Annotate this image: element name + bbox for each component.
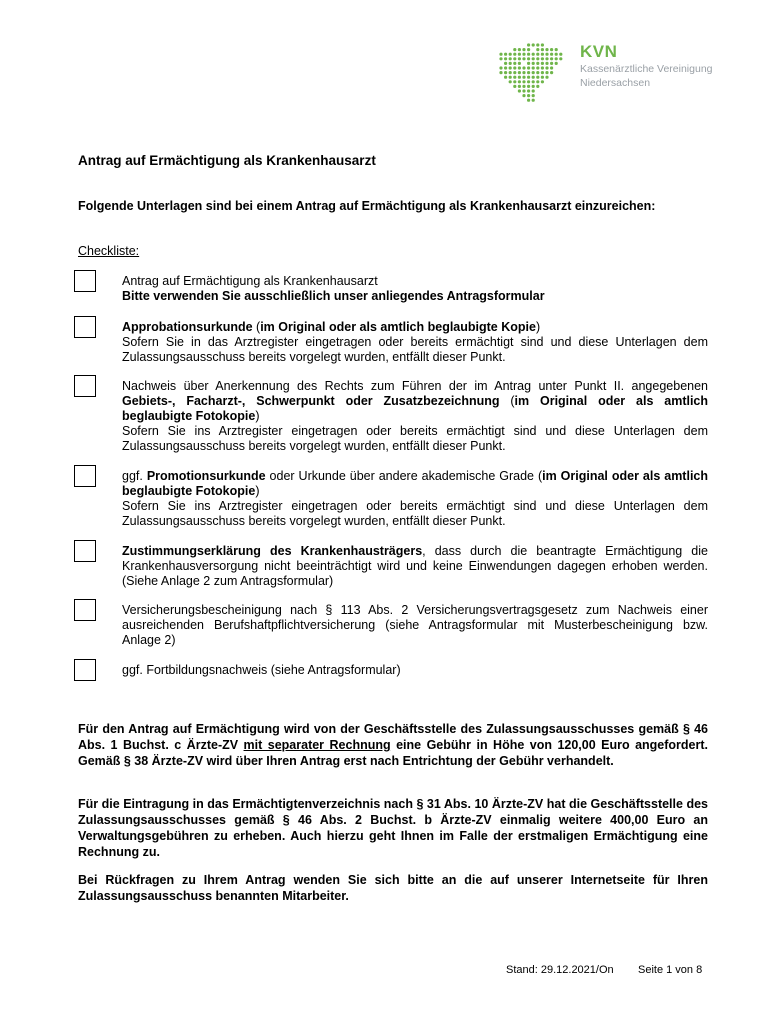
logo-dot: [527, 99, 530, 102]
logo-dot: [555, 62, 558, 65]
logo-dot: [513, 66, 516, 69]
logo-dot: [545, 62, 548, 65]
logo-dot: [550, 53, 553, 56]
logo-dot: [499, 53, 502, 56]
logo-dot: [536, 57, 539, 60]
logo-dot: [532, 57, 535, 60]
item-bold: Zustimmungserklärung des Krankenhausträgers: [122, 544, 423, 558]
logo-dot: [527, 57, 530, 60]
item-note: Sofern Sie ins Arztregister eingetragen oder bereits ermächtigt sind und diese Unterlagen dem Zulassungsausschuss bereits vorgelegt wurden, entfällt dieser Punkt.: [122, 424, 708, 453]
checklist-label: Checkliste:: [78, 244, 140, 258]
logo-dot: [513, 80, 516, 83]
logo-dot: [545, 57, 548, 60]
logo-dot: [509, 76, 512, 79]
item-text: ): [535, 320, 541, 334]
logo-name: KVN: [580, 42, 618, 61]
logo-dot: [499, 71, 502, 74]
logo-dot: [532, 62, 535, 65]
logo-dot: [550, 62, 553, 65]
logo-dot: [536, 85, 539, 88]
logo-dot: [518, 85, 521, 88]
logo-dot: [550, 57, 553, 60]
logo-dot: [509, 57, 512, 60]
logo-dot: [541, 57, 544, 60]
logo-dot: [555, 57, 558, 60]
logo-dot: [522, 76, 525, 79]
fee-paragraph: [78, 721, 708, 769]
logo-dot: [509, 71, 512, 74]
logo-dot: [527, 62, 530, 65]
item-note: Bitte verwenden Sie ausschließlich unser anliegendes Antragsformular: [122, 289, 545, 303]
checklist-item-fortbildung: [74, 663, 708, 678]
logo-dot: [504, 62, 507, 65]
logo-dot: [513, 57, 516, 60]
logo-dot: [545, 76, 548, 79]
item-text: (: [252, 320, 261, 334]
logo-dot: [536, 53, 539, 56]
logo-dot: [532, 89, 535, 92]
logo-dot: [541, 66, 544, 69]
logo-dot: [499, 57, 502, 60]
item-text: oder Urkunde über andere akademische Grade (: [265, 469, 543, 483]
logo-dot: [532, 71, 535, 74]
logo-dot: [527, 66, 530, 69]
logo-dot: [532, 76, 535, 79]
logo-dot: [513, 62, 516, 65]
checkbox[interactable]: [74, 465, 96, 487]
logo-dot: [527, 89, 530, 92]
logo-dot: [532, 53, 535, 56]
logo-dot: [527, 71, 530, 74]
logo-dot: [545, 48, 548, 51]
kvn-logo: [498, 42, 728, 106]
logo-dot: [559, 57, 562, 60]
logo-dot: [541, 71, 544, 74]
checklist-item-antrag: [74, 274, 708, 304]
para-underline: mit separater Rechnung: [243, 738, 391, 752]
footer-stand: Stand: 29.12.2021/On: [506, 964, 614, 976]
logo-dot: [522, 57, 525, 60]
logo-dot: [536, 76, 539, 79]
item-bold: Promotionsurkunde: [146, 469, 266, 483]
logo-dot: [513, 48, 516, 51]
logo-dot: [518, 71, 521, 74]
footer-page: Seite 1 von 8: [638, 964, 703, 976]
intro-text: Folgende Unterlagen sind bei einem Antrag auf Ermächtigung als Krankenhausarzt einzureichen:: [78, 199, 656, 213]
item-text: Versicherungsbescheinigung nach § 113 Abs. 2 Versicherungsvertragsgesetz zum Nachweis einer ausreichenden Berufshaftpflichtversicherung (siehe Antragsformular mit Musterbescheinigung bzw. Anlage 2): [122, 603, 708, 647]
logo-dot: [504, 76, 507, 79]
logo-dot: [518, 80, 521, 83]
logo-dot: [518, 53, 521, 56]
para-text: eine Gebühr in Höhe von 120,00 Euro angefordert. Gemäß § 38 Ärzte-ZV wird über Ihren Antrag erst nach Entrichtung der Gebühr verhandelt.: [78, 738, 709, 768]
item-text: ggf. Fortbildungsnachweis (siehe Antragsformular): [122, 663, 401, 677]
logo-dot: [522, 94, 525, 97]
checklist-item-versicherung: [74, 603, 708, 648]
logo-dot: [555, 53, 558, 56]
logo-dot: [522, 85, 525, 88]
logo-dot: [555, 48, 558, 51]
logo-dot: [550, 66, 553, 69]
logo-dot: [518, 57, 521, 60]
logo-dot: [513, 85, 516, 88]
logo-dot: [527, 94, 530, 97]
item-text: ggf.: [122, 469, 147, 483]
item-text: Antrag auf Ermächtigung als Krankenhausarzt: [122, 274, 378, 288]
logo-dot: [532, 66, 535, 69]
item-text: ): [255, 484, 260, 498]
logo-dot: [527, 48, 530, 51]
logo-dot: [541, 62, 544, 65]
checklist-item-promotion: [74, 469, 708, 529]
logo-dot: [518, 48, 521, 51]
logo-dot: [513, 76, 516, 79]
logo-dot: [518, 66, 521, 69]
item-text: ): [255, 409, 260, 423]
checklist-item-anerkennung: [74, 379, 708, 454]
logo-dot: [522, 80, 525, 83]
logo-dot: [504, 66, 507, 69]
item-text: (: [499, 394, 515, 408]
item-text: , dass durch die beantragte Ermächtigung die Krankenhausversorgung nicht beeinträchtigt wird und keine Einwendungen dagegen erhoben werden. (Siehe Anlage 2 zum Antragsformular): [122, 544, 708, 588]
logo-dot: [545, 66, 548, 69]
logo-dot: [522, 89, 525, 92]
logo-dot: [536, 66, 539, 69]
logo-dot: [541, 48, 544, 51]
logo-dot: [522, 53, 525, 56]
logo-dot: [522, 66, 525, 69]
checklist-item-approbation: [74, 320, 708, 365]
logo-line1: Kassenärztliche Vereinigung: [580, 63, 713, 75]
logo-dot: [499, 66, 502, 69]
checkbox[interactable]: [74, 270, 96, 292]
logo-dot: [541, 43, 544, 46]
logo-dot: [513, 53, 516, 56]
registration-paragraph: Für die Eintragung in das Ermächtigtenverzeichnis nach § 31 Abs. 10 Ärzte-ZV hat die Geschäftsstelle des Zulassungsausschusses gemäß § 46 Abs. 2 Buchst. b Ärzte-ZV einmalig weitere 400,00 Euro an Verwaltungsgebühren zu erheben. Auch hierzu geht Ihnen im Falle der erstmaligen Ermächtigung eine Rechnung zu.: [78, 797, 708, 859]
logo-dot: [518, 76, 521, 79]
checkbox[interactable]: [74, 599, 96, 621]
logo-dot: [527, 43, 530, 46]
item-bold: im Original oder als amtlich beglaubigte Fotokopie: [122, 394, 709, 423]
page-title: Antrag auf Ermächtigung als Krankenhausarzt: [78, 153, 376, 168]
logo-dot: [541, 80, 544, 83]
logo-dot: [522, 71, 525, 74]
item-bold: im Original oder als amtlich beglaubigte Fotokopie: [122, 469, 709, 498]
checklist-item-zustimmung: [74, 544, 708, 589]
logo-dot: [550, 71, 553, 74]
item-text: Nachweis über Anerkennung des Rechts zum Führen der im Antrag unter Punkt II. angegebenen: [122, 379, 708, 393]
logo-dot: [536, 71, 539, 74]
logo-dot: [550, 48, 553, 51]
logo-dot: [527, 76, 530, 79]
logo-dot: [518, 89, 521, 92]
contact-paragraph: Bei Rückfragen zu Ihrem Antrag wenden Sie sich bitte an die auf unserer Internetseite für Ihren Zulassungsausschuss benannten Mitarbeiter.: [78, 873, 708, 903]
logo-dot: [504, 71, 507, 74]
logo-dot: [545, 53, 548, 56]
checkbox[interactable]: [74, 540, 96, 562]
logo-dot: [509, 66, 512, 69]
logo-dot: [504, 57, 507, 60]
logo-dot: [532, 99, 535, 102]
item-note: Sofern Sie ins Arztregister eingetragen oder bereits ermächtigt sind und diese Unterlagen dem Zulassungsausschuss bereits vorgelegt wurden, entfällt dieser Punkt.: [122, 499, 708, 528]
logo-dot: [509, 53, 512, 56]
item-note: Sofern Sie in das Arztregister eingetragen oder bereits ermächtigt sind und diese Unterlagen dem Zulassungsausschuss bereits vorgelegt wurden, entfällt dieser Punkt.: [122, 335, 708, 364]
logo-dot: [536, 62, 539, 65]
logo-dot: [518, 62, 521, 65]
item-bold: im Original oder als amtlich beglaubigte Kopie: [260, 320, 536, 334]
logo-dot: [532, 85, 535, 88]
item-bold: Approbationsurkunde: [122, 320, 253, 334]
logo-dot: [545, 71, 548, 74]
checkbox[interactable]: [74, 316, 96, 338]
item-bold: Gebiets-, Facharzt-, Schwerpunkt oder Zusatzbezeichnung: [122, 394, 500, 408]
logo-dot: [559, 53, 562, 56]
logo-dot: [532, 94, 535, 97]
logo-dot: [509, 80, 512, 83]
checkbox[interactable]: [74, 659, 96, 681]
logo-dot: [541, 76, 544, 79]
logo-dot: [536, 80, 539, 83]
logo-dot: [527, 80, 530, 83]
logo-dot: [522, 48, 525, 51]
logo-line2: Niedersachsen: [580, 77, 651, 89]
logo-dot: [541, 53, 544, 56]
para-text: Für den Antrag auf Ermächtigung wird von der Geschäftsstelle des Zulassungsausschusses gemäß § 46 Abs. 1 Buchst. c Ärzte-ZV: [78, 722, 708, 752]
checkbox[interactable]: [74, 375, 96, 397]
logo-dot: [504, 53, 507, 56]
kvn-map-dots-icon: [498, 42, 566, 106]
logo-dot: [536, 43, 539, 46]
logo-dot: [509, 62, 512, 65]
logo-dot: [527, 85, 530, 88]
logo-dot: [532, 43, 535, 46]
logo-dot: [536, 48, 539, 51]
logo-dot: [527, 53, 530, 56]
logo-dot: [513, 71, 516, 74]
logo-dot: [532, 80, 535, 83]
